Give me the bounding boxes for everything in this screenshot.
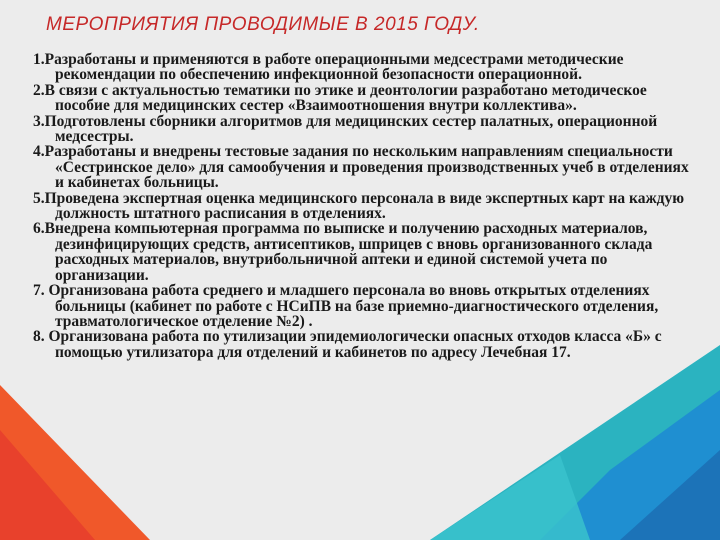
list-item — [33, 329, 693, 360]
list-item — [33, 83, 693, 114]
item-number: 3. — [33, 112, 45, 130]
item-number: 6. — [33, 220, 45, 238]
list-item — [33, 191, 693, 222]
list-item — [33, 144, 693, 190]
list-item — [33, 52, 693, 83]
item-number: 4. — [33, 143, 45, 161]
item-number: 7. — [33, 282, 49, 300]
item-text: Подготовлены сборники алгоритмов для медицинских сестер палатных, операционной медсестры. — [44, 112, 658, 146]
item-text: Проведена экспертная оценка медицинского персонала в виде экспертных карт на каждую должность штатного расписания в отделениях. — [44, 189, 685, 223]
content-list — [33, 52, 693, 360]
item-number: 1. — [33, 51, 45, 68]
item-text: Разработаны и внедрены тестовые задания по нескольким направлениям специальности «Сестринское дело» для самообучения и проведения производственных учеб в отделениях и кабинетах больницы. — [44, 143, 689, 192]
item-number: 2. — [33, 81, 45, 99]
item-text: Организована работа по утилизации эпидемиологически опасных отходов класса «Б» с помощью утилизатора для отделений и кабинетов по адресу Лечебная 17. — [48, 328, 662, 361]
slide-title: МЕРОПРИЯТИЯ ПРОВОДИМЫЕ В 2015 ГОДУ. — [46, 14, 480, 35]
list-item — [33, 114, 693, 145]
item-text: Организована работа среднего и младшего персонала во вновь открытых отделениях больницы (кабинет по работе с НСиПВ на базе приемно-диагностического отделения, травматологическое отделение №2) . — [48, 282, 659, 330]
item-number: 5. — [33, 189, 45, 207]
item-number: 8. — [33, 328, 49, 346]
item-text: В связи с актуальностью тематики по этике и деонтологии разработано методическое пособие для медицинских сестер «Взаимоотношения внутри коллектива». — [44, 81, 647, 115]
item-text: Разработаны и применяются в работе операционными медсестрами методические рекомендации по обеспечению инфекционной безопасности операционной. — [44, 51, 624, 84]
list-item — [33, 283, 693, 329]
item-text: Внедрена компьютерная программа по выписке и получению расходных материалов, дезинфицирующих средств, антисептиков, шприцев с вновь организованного склада расходных материалов, внутрибольничной аптеки и единой системой учета по организации. — [44, 220, 653, 284]
list-item — [33, 221, 693, 283]
